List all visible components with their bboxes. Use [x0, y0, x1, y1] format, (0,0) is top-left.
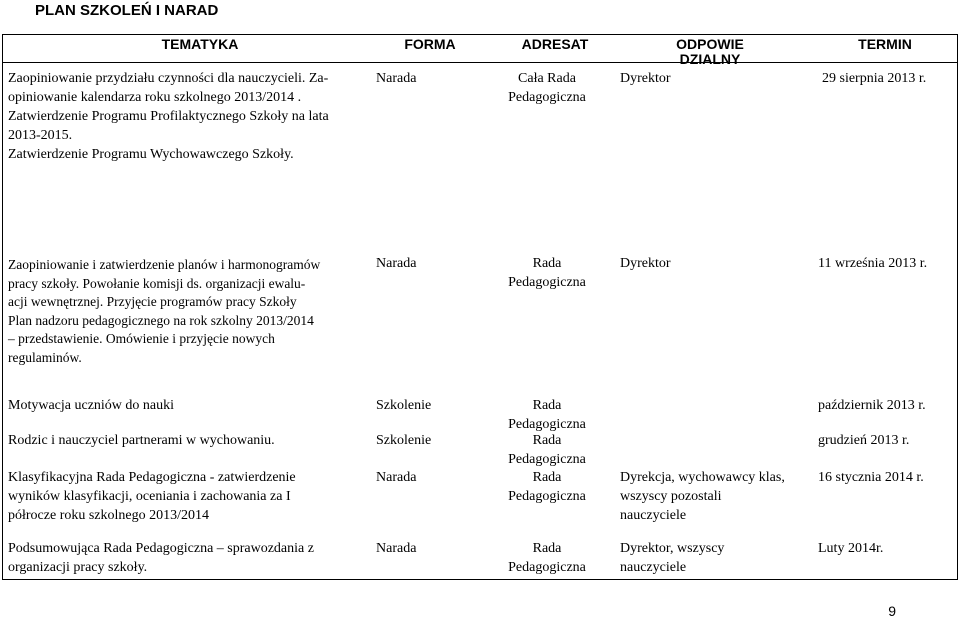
row-4-addressee-line: Rada [532, 433, 562, 448]
row-2-addressee-line: Pedagogiczna [508, 275, 586, 290]
row-6-addressee [492, 539, 602, 577]
row-3-addressee-line: Pedagogiczna [508, 417, 586, 432]
row-1-topic-line: 2013-2015. [8, 128, 73, 143]
row-1-topic-line: opiniowanie kalendarza roku szkolnego 2013/2014 . [8, 90, 302, 105]
row-1-topic-line: Zatwierdzenie Programu Wychowawczego Szkoły. [8, 147, 294, 162]
row-5-responsible-line: Dyrekcja, wychowawcy klas, [620, 470, 785, 485]
header-forma: FORMA [404, 36, 456, 52]
header-termin: TERMIN [858, 36, 912, 52]
header-adresat: ADRESAT [521, 36, 589, 52]
row-1-deadline: 29 sierpnia 2013 r. [822, 71, 927, 86]
row-2-responsible: Dyrektor [620, 256, 671, 271]
row-6-topic [8, 539, 368, 577]
header-odpowiedzialny-line1: ODPOWIE [676, 36, 744, 52]
row-5-topic-line: półrocze roku szkolnego 2013/2014 [8, 508, 210, 523]
row-5-deadline: 16 stycznia 2014 r. [818, 470, 924, 485]
row-5-topic-line: Klasyfikacyjna Rada Pedagogiczna - zatwierdzenie [8, 470, 296, 485]
row-3-addressee [492, 396, 602, 434]
document-title: PLAN SZKOLEŃ I NARAD [35, 2, 219, 19]
row-4-addressee-line: Pedagogiczna [508, 452, 586, 467]
row-1-addressee [492, 69, 602, 107]
row-4-topic: Rodzic i nauczyciel partnerami w wychowaniu. [8, 433, 275, 448]
row-2-addressee-line: Rada [532, 256, 562, 271]
header-tematyka: TEMATYKA [161, 36, 239, 52]
row-5-responsible [620, 468, 810, 525]
row-1-addressee-line: Pedagogiczna [508, 90, 586, 105]
header-odpowiedzialny-line2: DZIALNY [679, 51, 741, 67]
row-2-addressee [492, 254, 602, 292]
row-1-form: Narada [376, 71, 417, 86]
row-1-topic-line: Zatwierdzenie Programu Profilaktycznego Szkoły na lata [8, 109, 329, 124]
row-6-deadline: Luty 2014r. [818, 541, 884, 556]
row-3-topic: Motywacja uczniów do nauki [8, 398, 175, 413]
row-1-topic [8, 69, 368, 164]
row-6-form: Narada [376, 541, 417, 556]
row-5-addressee [492, 468, 602, 506]
row-2-deadline: 11 września 2013 r. [818, 256, 928, 271]
row-1-addressee-line: Cała Rada [518, 71, 576, 86]
row-3-addressee-line: Rada [532, 398, 562, 413]
row-1-responsible: Dyrektor [620, 71, 671, 86]
row-5-responsible-line: wszyscy pozostali [620, 489, 722, 504]
row-5-addressee-line: Pedagogiczna [508, 489, 586, 504]
row-5-topic-line: wyników klasyfikacji, oceniania i zachowania za I [8, 489, 291, 504]
row-6-addressee-line: Pedagogiczna [508, 560, 586, 575]
row-2-topic-line: acji wewnętrznej. Przyjęcie programów pracy Szkoły [8, 294, 297, 309]
row-2-topic-line: Zaopiniowanie i zatwierdzenie planów i harmonogramów [8, 257, 321, 272]
header-divider [3, 62, 957, 63]
row-5-responsible-line: nauczyciele [620, 508, 687, 523]
row-6-responsible-line: nauczyciele [620, 560, 687, 575]
row-4-addressee [492, 431, 602, 469]
row-2-topic-line: regulaminów. [8, 349, 82, 365]
row-5-form: Narada [376, 470, 417, 485]
row-3-form: Szkolenie [376, 398, 432, 413]
row-4-form: Szkolenie [376, 433, 432, 448]
row-3-deadline: październik 2013 r. [818, 398, 926, 413]
row-4-deadline: grudzień 2013 r. [818, 433, 910, 448]
row-1-topic-line: Zaopiniowanie przydziału czynności dla nauczycieli. Za- [8, 71, 329, 86]
row-6-topic-line: organizacji pracy szkoły. [8, 560, 148, 575]
row-6-topic-line: Podsumowująca Rada Pedagogiczna – sprawozdania z [8, 541, 314, 556]
row-2-topic-line: pracy szkoły. Powołanie komisji ds. organizacji ewalu- [8, 275, 306, 291]
row-2-topic [8, 256, 373, 367]
row-2-form: Narada [376, 256, 417, 271]
row-5-topic [8, 468, 368, 525]
page-number: 9 [888, 603, 896, 619]
row-5-addressee-line: Rada [532, 470, 562, 485]
row-6-addressee-line: Rada [532, 541, 562, 556]
row-2-topic-line: – przedstawienie. Omówienie i przyjęcie nowych [8, 331, 275, 346]
row-2-topic-line: Plan nadzoru pedagogicznego na rok szkolny 2013/2014 [8, 312, 314, 328]
row-6-responsible [620, 539, 800, 577]
row-6-responsible-line: Dyrektor, wszyscy [620, 541, 725, 556]
